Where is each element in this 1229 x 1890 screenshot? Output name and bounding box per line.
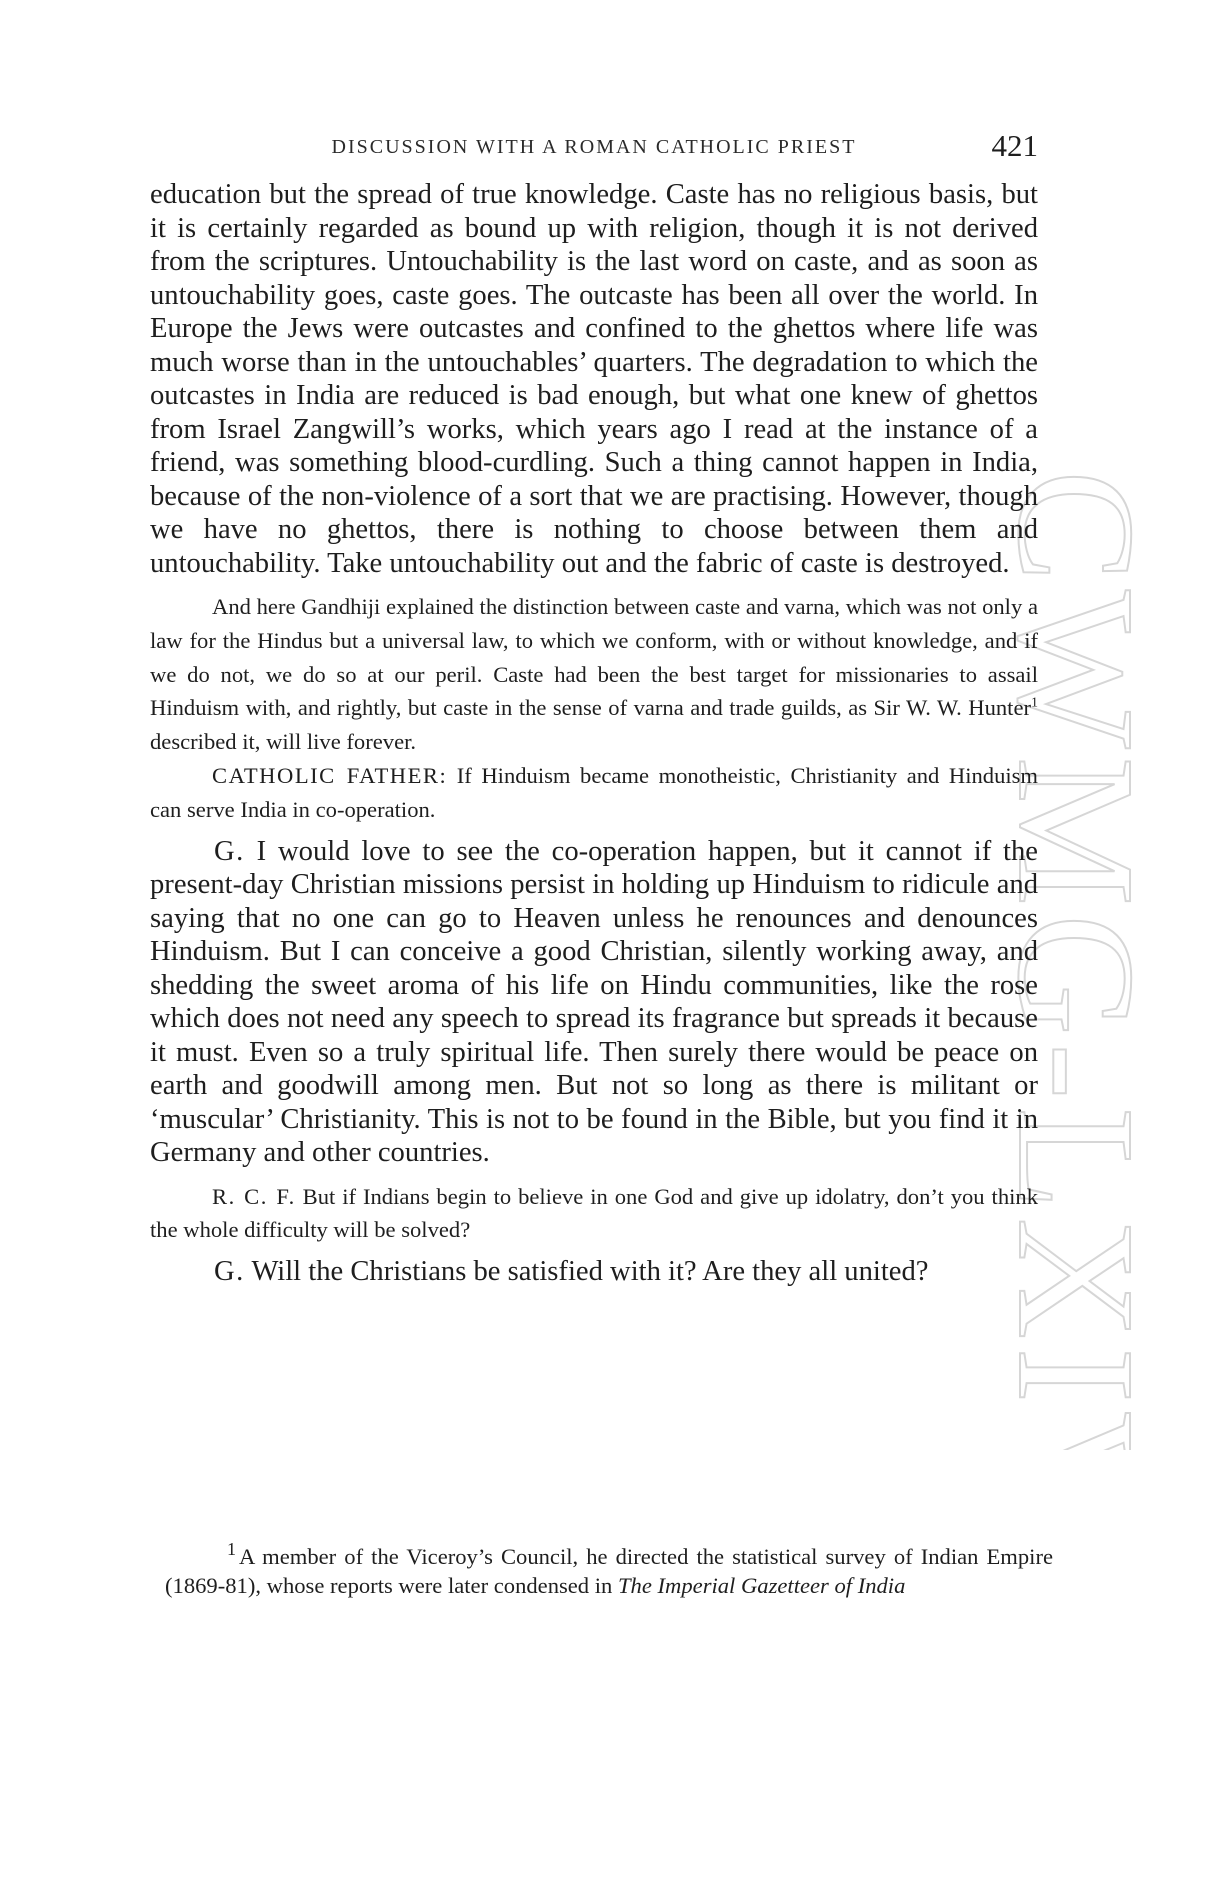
- page-number: 421: [991, 128, 1038, 163]
- narrative-text: And here Gandhiji explained the distinction between caste and varna, which was not only a law for the Hindus but a universal law, to which we conform, with or without knowledge, and if we do not, we do so at our peril. Caste had been the best target for missionaries to assail Hinduism with, and rightly, but caste in the sense of varna and trade guilds, as Sir W. W. Hunter: [150, 594, 1038, 721]
- speaker-label: G.: [214, 835, 245, 867]
- page-body: [150, 178, 1038, 1289]
- dialogue-catholic-father: [150, 759, 1038, 827]
- page-header: [150, 128, 1038, 168]
- watermark-text: CWMG-LXIV: [1000, 470, 1160, 1450]
- speaker-label: R. C. F.: [212, 1183, 296, 1209]
- footnote-mark: 1: [227, 1539, 237, 1560]
- dialogue-text: If Hinduism became monotheistic, Christianity and Hinduism can serve India in co-operation.: [150, 762, 1039, 822]
- speaker-label: CATHOLIC FATHER:: [212, 762, 448, 788]
- footnote-book-title: The Imperial Gazetteer of India: [617, 1573, 906, 1598]
- narrative-text-end: described it, will live forever.: [150, 729, 417, 755]
- dialogue-gandhi-answer: [150, 1255, 1038, 1289]
- footnote-text: A member of the Viceroy’s Council, he directed the statistical survey of Indian Empire (1869-81), whose reports were later condensed in: [165, 1544, 1053, 1598]
- paragraph-continuation: education but the spread of true knowledge. Caste has no religious basis, but it is certainly regarded as bound up with religion, though it is not derived from the scriptures. Untouchability is the last word on caste, and as soon as untouchability goes, caste goes. The outcaste has been all over the world. In Europe the Jews were outcastes and confined to the ghettos where life was much worse than in the untouchables’ quarters. The degradation to which the outcastes in India are reduced is bad enough, but what one knew of ghettos from Israel Zangwill’s works, which years ago I read at the instance of a friend, was something blood-curdling. Such a thing cannot happen in India, because of the non-violence of a sort that we are practising. However, though we have no ghettos, there is nothing to choose between them and untouchability. Take untouchability out and the fabric of caste is destroyed.: [150, 179, 1038, 579]
- dialogue-gandhi-reply: [150, 835, 1038, 1170]
- footnote-reference: 1: [1031, 695, 1038, 711]
- dialogue-text: But if Indians begin to believe in one God and give up idolatry, don’t you think the whole difficulty will be solved?: [150, 1183, 1038, 1243]
- footnote: [165, 1539, 1053, 1600]
- dialogue-text: Will the Christians be satisfied with it? Are they all united?: [244, 1256, 929, 1288]
- running-head: DISCUSSION WITH A ROMAN CATHOLIC PRIEST: [331, 136, 857, 158]
- speaker-label: G.: [214, 1256, 245, 1288]
- narrative-paragraph: [150, 590, 1038, 759]
- dialogue-text: I would love to see the co-operation happen, but it cannot if the present-day Christian missions persist in holding up Hinduism to ridicule and saying that no one can go to Heaven unless he renounces and denounces Hinduism. But I can conceive a good Christian, silently working away, and shedding the sweet aroma of his life on Hindu communities, like the rose which does not need any speech to spread its fragrance but spreads it because it must. Even so a truly spiritual life. Then surely there would be peace on earth and goodwill among men. But not so long as there is militant or ‘muscular’ Christianity. This is not to be found in the Bible, but you find it in Germany and other countries.: [150, 835, 1038, 1169]
- dialogue-rcf-question: [150, 1180, 1038, 1248]
